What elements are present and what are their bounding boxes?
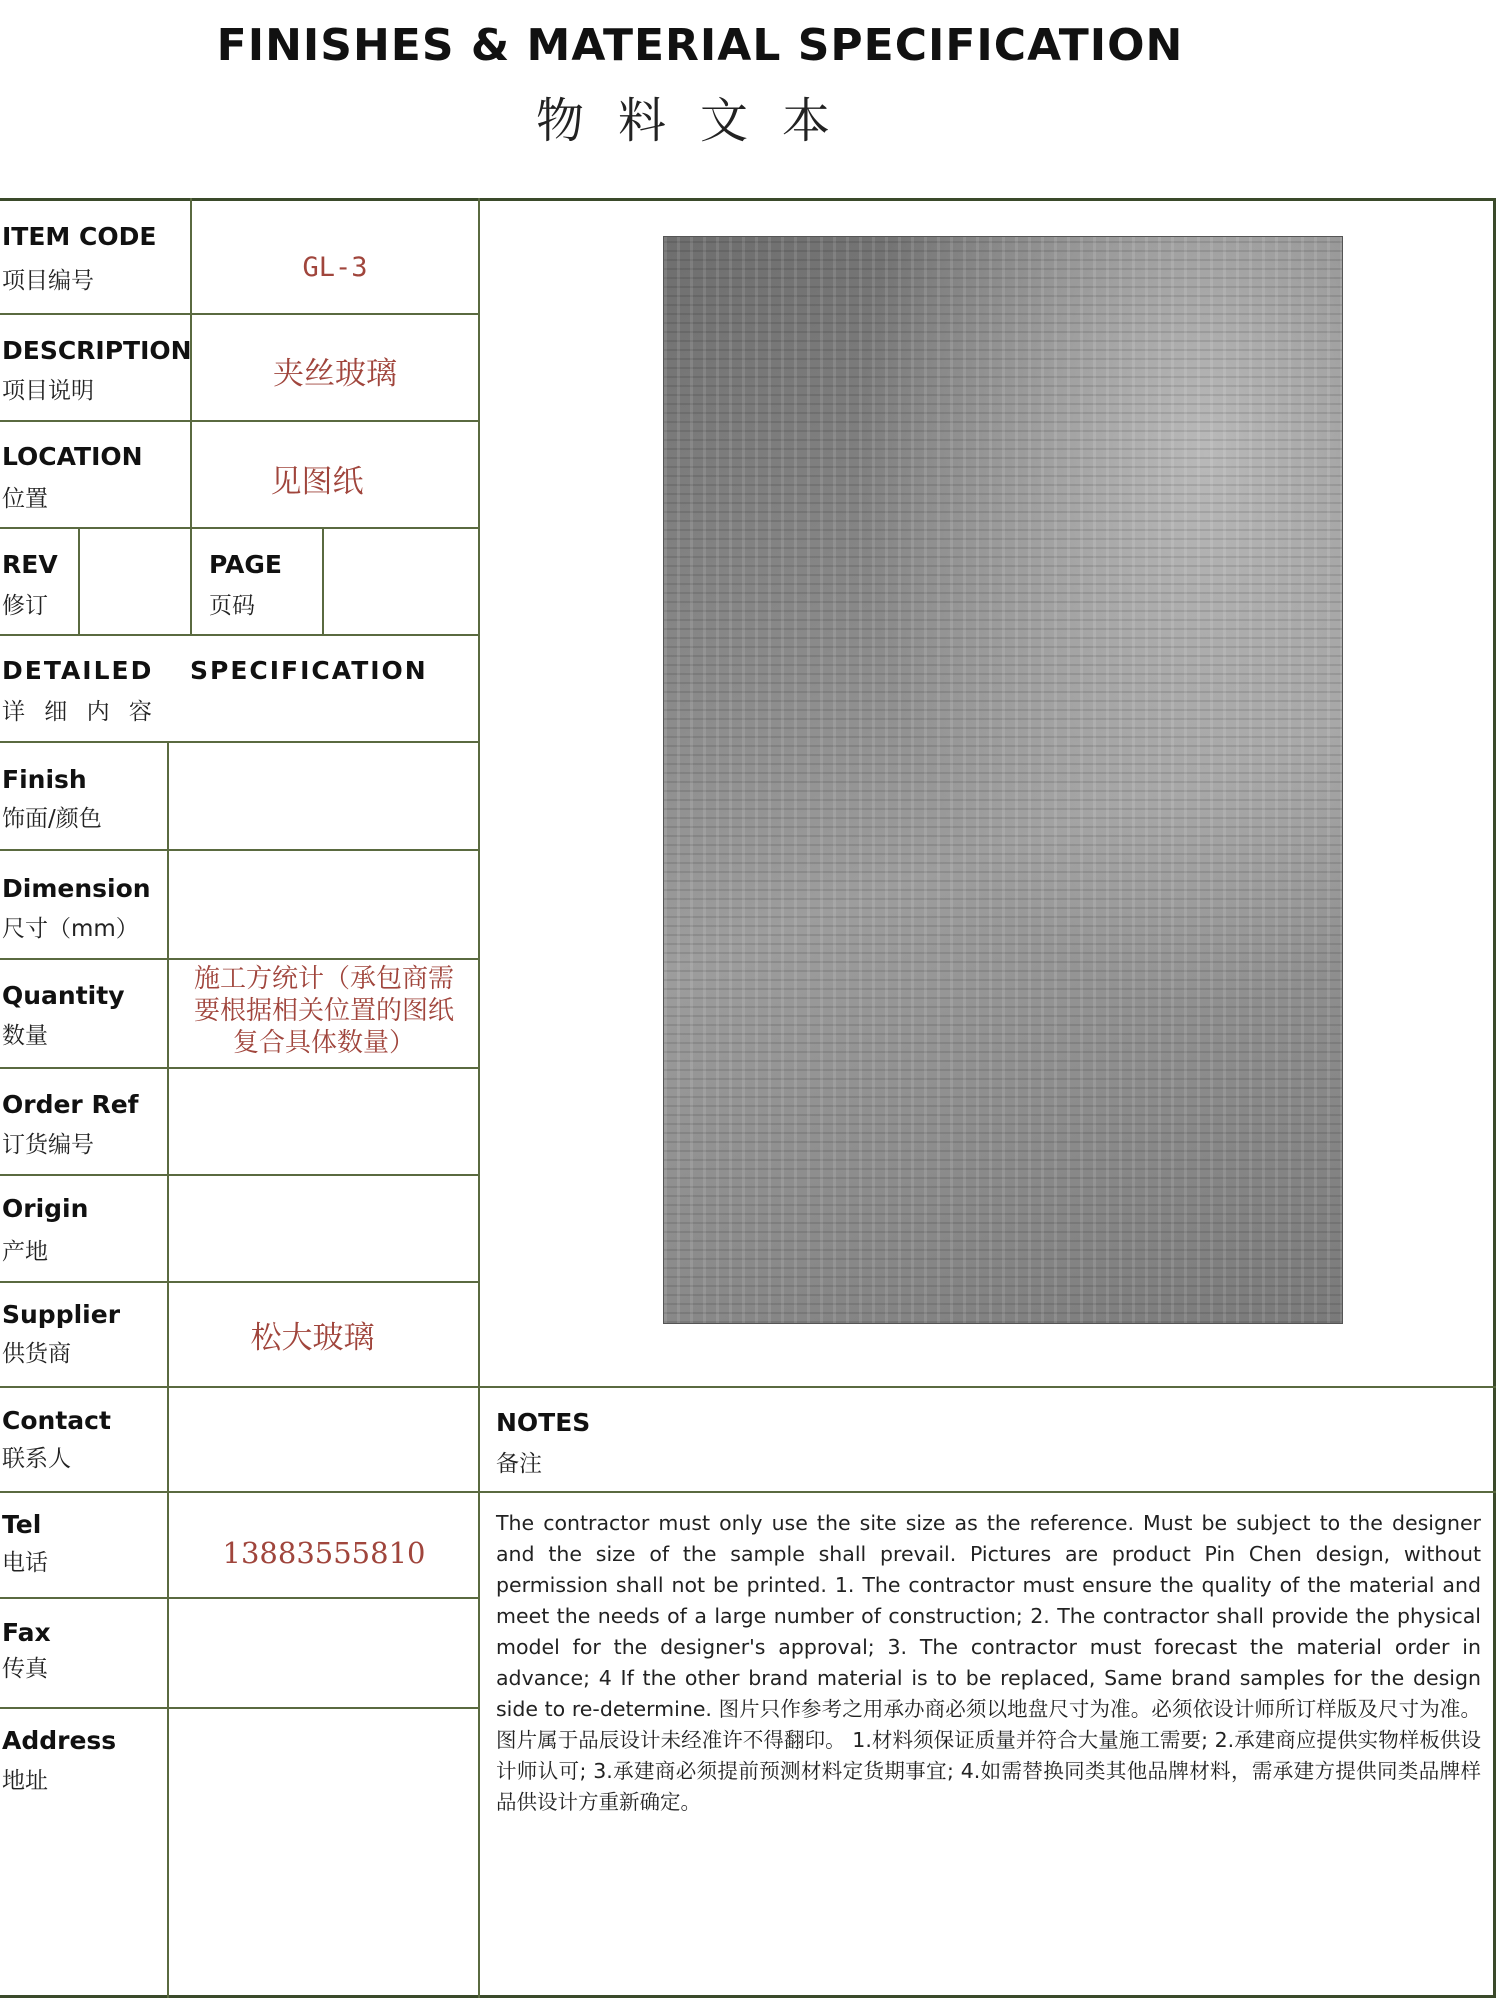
quantity-value-line-2: 要根据相关位置的图纸: [193, 996, 454, 1026]
row-divider: [0, 634, 478, 636]
document-title-en: FINISHES & MATERIAL SPECIFICATION: [216, 20, 1184, 71]
contact-label: Contact: [2, 1406, 111, 1435]
rev-label-cn: 修订: [2, 593, 48, 619]
supplier-label: Supplier: [2, 1300, 121, 1329]
row-divider: [0, 1281, 478, 1283]
finish-label-cn: 饰面/颜色: [2, 806, 102, 832]
dimension-label-cn: 尺寸（mm）: [2, 916, 139, 942]
row-divider: [0, 1597, 478, 1599]
row-divider: [0, 313, 478, 315]
description-value: 夹丝玻璃: [273, 356, 397, 392]
material-sample-image: [663, 236, 1343, 1324]
column-divider: [167, 741, 169, 1998]
item-code-value: GL-3: [302, 252, 368, 283]
row-divider: [0, 1067, 478, 1069]
supplier-value: 松大玻璃: [250, 1320, 375, 1356]
description-label: DESCRIPTION: [2, 336, 192, 365]
notes-label: NOTES: [496, 1408, 591, 1437]
quantity-label: Quantity: [2, 981, 125, 1010]
detailed-spec-label-cn: 详 细 内 容: [2, 699, 158, 725]
document-title-cn: 物料文本: [535, 93, 864, 149]
specification-label: SPECIFICATION: [190, 656, 428, 685]
tel-label: Tel: [2, 1510, 42, 1539]
dimension-label: Dimension: [2, 874, 151, 903]
column-divider: [478, 198, 480, 1998]
supplier-label-cn: 供货商: [2, 1341, 71, 1367]
quantity-label-cn: 数量: [2, 1023, 48, 1049]
origin-label-cn: 产地: [2, 1239, 48, 1265]
quantity-value-line-3: 复合具体数量）: [232, 1028, 415, 1058]
item-code-label: ITEM CODE: [2, 222, 157, 251]
order-ref-label: Order Ref: [2, 1090, 139, 1119]
fax-label: Fax: [2, 1618, 51, 1647]
description-label-cn: 项目说明: [2, 378, 94, 404]
row-divider: [0, 849, 478, 851]
page-label: PAGE: [209, 550, 282, 579]
row-divider: [0, 1707, 478, 1709]
row-divider: [0, 958, 478, 960]
row-divider: [0, 1491, 1496, 1493]
column-divider: [322, 527, 324, 634]
row-divider: [0, 1386, 1496, 1388]
row-divider: [0, 527, 478, 529]
rev-label: REV: [2, 550, 58, 579]
location-label: LOCATION: [2, 442, 143, 471]
item-code-label-cn: 项目编号: [2, 268, 94, 294]
column-divider: [78, 527, 80, 634]
order-ref-label-cn: 订货编号: [2, 1132, 94, 1158]
finish-label: Finish: [2, 765, 87, 794]
tel-label-cn: 电话: [2, 1550, 48, 1576]
row-divider: [0, 420, 478, 422]
tel-value: 13883555810: [222, 1536, 426, 1570]
row-divider: [0, 741, 478, 743]
location-label-cn: 位置: [2, 486, 48, 512]
quantity-value-line-1: 施工方统计（承包商需: [193, 964, 454, 994]
location-value: 见图纸: [270, 464, 364, 500]
address-label-cn: 地址: [2, 1768, 48, 1794]
address-label: Address: [2, 1726, 117, 1755]
notes-text: The contractor must only use the site size as the reference. Must be subject to the designer and the size of the sample shall prevail. Pictures are product Pin Chen design, without permission shall not be printed. 1. The contractor must ensure the quality of the material and meet the needs of a large number of construction; 2. The contractor shall provide the physical model for the designer's approval; 3. The contractor must forecast the material order in advance; 4 If the other brand material is to be replaced, Same brand samples for the design side to re-determine. 图片只作参考之用承办商必须以地盘尺寸为准。必须依设计师所订样版及尺寸为准。图片属于品辰设计未经准许不得翻印。 1.材料须保证质量并符合大量施工需要; 2.承建商应提供实物样板供设计师认可; 3.承建商必须提前预测材料定货期事宜; 4.如需替换同类其他品牌材料，需承建方提供同类品牌样品供设计方重新确定。: [496, 1511, 1481, 1814]
fax-label-cn: 传真: [2, 1656, 48, 1682]
page-label-cn: 页码: [209, 593, 255, 619]
notes-label-cn: 备注: [496, 1451, 542, 1477]
detailed-label: DETAILED: [2, 656, 154, 685]
contact-label-cn: 联系人: [2, 1446, 71, 1472]
row-divider: [0, 1174, 478, 1176]
origin-label: Origin: [2, 1194, 89, 1223]
